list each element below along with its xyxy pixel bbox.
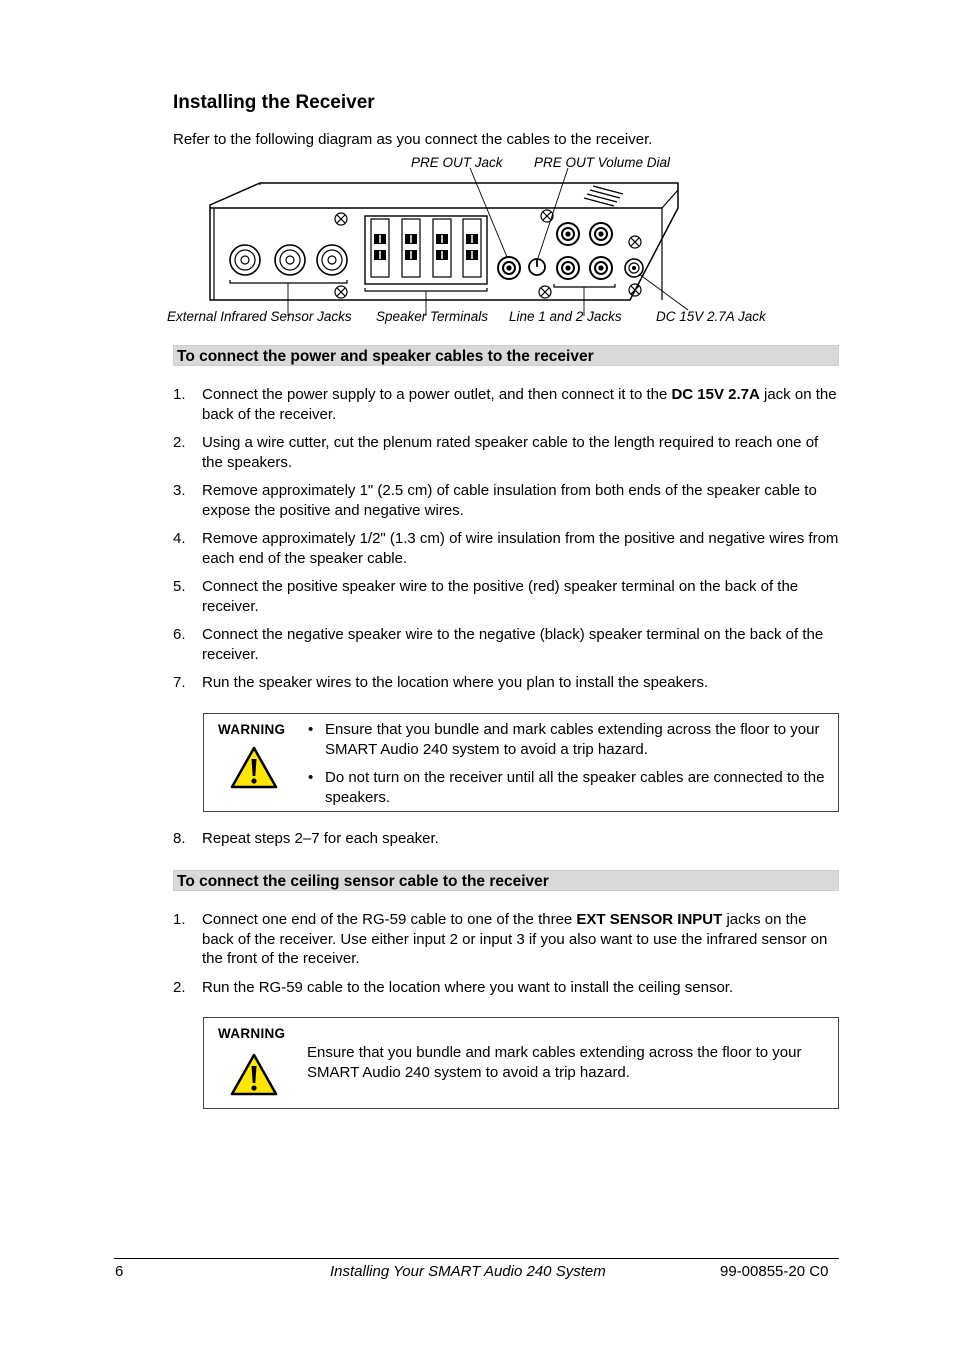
list-item: 1. Connect one end of the RG-59 cable to one of the three EXT SENSOR INPUT jacks on the back of the receiver. Use either input 2 or input 3 if you also want to use the infrared sensor on the front of the receiver.	[173, 911, 828, 967]
label-line-jacks: Line 1 and 2 Jacks	[509, 309, 622, 324]
label-pre-out-jack: PRE OUT Jack	[411, 155, 503, 170]
page-number: 6	[115, 1263, 124, 1280]
list-item: • Ensure that you bundle and mark cables extending across the floor to your SMART Audio 240 system to avoid a trip hazard.	[308, 721, 820, 758]
list-item: 7. Run the speaker wires to the location where you plan to install the speakers.	[173, 674, 709, 691]
list-item: 8. Repeat steps 2–7 for each speaker.	[173, 830, 439, 847]
label-pre-out-volume-dial: PRE OUT Volume Dial	[534, 155, 671, 170]
warning-box-cables	[203, 713, 839, 812]
label-external-infrared-sensor-jacks: External Infrared Sensor Jacks	[167, 309, 352, 324]
label-speaker-terminals: Speaker Terminals	[376, 309, 489, 324]
warning-icon	[229, 745, 279, 790]
repeat-step	[173, 829, 839, 858]
list-item: 1. Connect the power supply to a power outlet, and then connect it to the DC 15V 2.7A jack on the back of the receiver.	[173, 386, 837, 423]
list-item: • Do not turn on the receiver until all the speaker cables are connected to the speakers.	[308, 769, 825, 806]
document-number: 99-00855-20 C0	[720, 1263, 829, 1280]
receiver-back-panel-diagram	[150, 150, 810, 330]
list-item: 4. Remove approximately 1/2" (1.3 cm) of wire insulation from the positive and negative wires from each end of the speaker cable.	[173, 530, 839, 567]
warning-label: WARNING	[218, 722, 286, 737]
ceiling-sensor-steps	[173, 910, 839, 1006]
label-dc-jack: DC 15V 2.7A Jack	[656, 309, 766, 324]
list-item: 5. Connect the positive speaker wire to the positive (red) speaker terminal on the back of the receiver.	[173, 578, 799, 615]
intro-text: Refer to the following diagram as you connect the cables to the receiver.	[173, 131, 653, 148]
list-item: 3. Remove approximately 1" (2.5 cm) of cable insulation from both ends of the speaker cable to expose the positive and negative wires.	[173, 482, 817, 519]
footer-title: Installing Your SMART Audio 240 System	[330, 1263, 606, 1280]
warning-box-trip-hazard	[203, 1017, 839, 1109]
page-title: Installing the Receiver	[173, 92, 375, 113]
power-speaker-steps	[173, 385, 839, 702]
section-heading-power-speaker: To connect the power and speaker cables to the receiver	[173, 345, 839, 366]
warning-text: Ensure that you bundle and mark cables extending across the floor to your SMART Audio 240 system to avoid a trip hazard.	[307, 1044, 802, 1081]
warning-bullets	[308, 720, 832, 816]
footer-divider	[114, 1258, 839, 1259]
list-item: 6. Connect the negative speaker wire to the negative (black) speaker terminal on the back of the receiver.	[173, 626, 824, 663]
warning-icon	[229, 1052, 279, 1097]
warning-label: WARNING	[218, 1026, 286, 1041]
list-item: 2. Using a wire cutter, cut the plenum rated speaker cable to the length required to reach one of the speakers.	[173, 434, 819, 471]
section-heading-ceiling-sensor: To connect the ceiling sensor cable to the receiver	[173, 870, 839, 891]
list-item: 2. Run the RG-59 cable to the location where you want to install the ceiling sensor.	[173, 978, 734, 996]
